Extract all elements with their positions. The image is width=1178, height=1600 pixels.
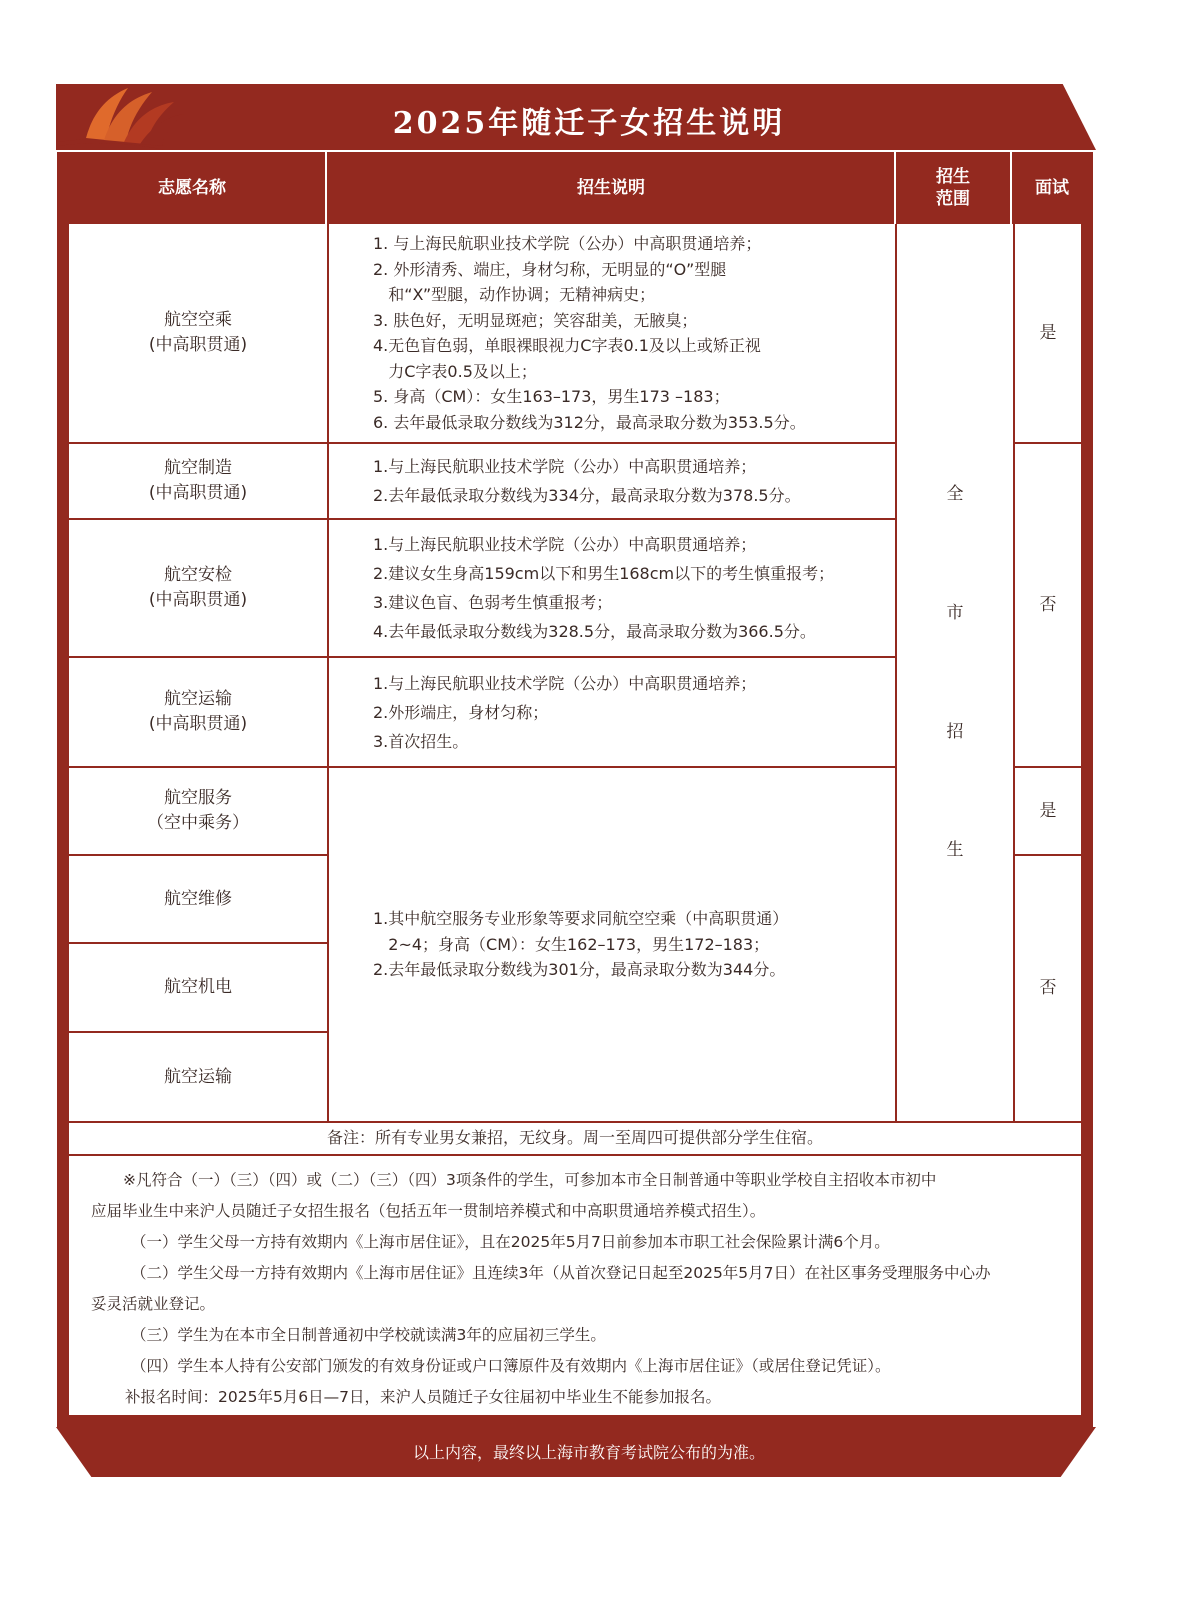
- table-body: [69, 224, 1081, 1415]
- table-row: [69, 224, 327, 442]
- major-name: 航空运输: [164, 1066, 232, 1087]
- desc-line: 6. 去年最低录取分数线为312分，最高录取分数为353.5分。: [373, 412, 806, 432]
- desc-line: 2.建议女生身高159cm以下和男生168cm以下的考生慎重报考；: [373, 564, 835, 583]
- desc-line: 2~4；身高（CM）：女生162–173，男生172–183；: [373, 934, 770, 954]
- desc-line: 1.与上海民航职业技术学院（公办）中高职贯通培养；: [373, 535, 757, 554]
- description-cell: [373, 444, 893, 518]
- major-type: (中高职贯通): [148, 714, 248, 734]
- scope-char: 招: [946, 721, 964, 742]
- desc-line: 2. 外形清秀、端庄，身材匀称，无明显的“O”型腿: [373, 259, 727, 279]
- note-line: （一）学生父母一方持有效期内《上海市居住证》，且在2025年5月7日前参加本市职工社会保险累计满6个月。: [131, 1233, 890, 1251]
- major-name: 航空机电: [164, 977, 232, 998]
- page-title: 2025年随迁子女招生说明: [392, 106, 786, 141]
- desc-line: 3.建议色盲、色弱考生慎重报考；: [373, 593, 613, 612]
- table-row: [69, 658, 327, 766]
- major-type: （空中乘务）: [147, 813, 249, 833]
- remark-text: 备注：所有专业男女兼招，无纹身。周一至周四可提供部分学生住宿。: [326, 1128, 823, 1148]
- major-name: 航空制造: [164, 458, 232, 479]
- desc-line: 3.首次招生。: [373, 731, 469, 751]
- column-header-scope: 招生 范围: [936, 166, 970, 209]
- interview-cell: 否: [1039, 978, 1057, 999]
- description-cell: [373, 658, 893, 766]
- description-cell: [373, 520, 893, 656]
- column-header-interview: 面试: [1035, 177, 1069, 198]
- note-line: （二）学生父母一方持有效期内《上海市居住证》且连续3年（从首次登记日起至2025年5月7日）在社区事务受理服务中心办: [131, 1264, 991, 1282]
- note-line: （四）学生本人持有公安部门颁发的有效身份证或户口簿原件及有效期内《上海市居住证》（或居住登记凭证）。: [131, 1357, 891, 1375]
- description-cell: [373, 768, 893, 1121]
- desc-line: 1.与上海民航职业技术学院（公办）中高职贯通培养；: [373, 673, 757, 693]
- description-cell: [373, 224, 893, 442]
- scope-char: 生: [946, 840, 964, 861]
- major-name: 航空空乘: [164, 310, 232, 331]
- desc-line: 1.与上海民航职业技术学院（公办）中高职贯通培养；: [373, 457, 757, 476]
- note-line: 应届毕业生中来沪人员随迁子女招生报名（包括五年一贯制培养模式和中高职贯通培养模式招生）。: [91, 1202, 766, 1220]
- note-line: 妥灵活就业登记。: [91, 1295, 216, 1313]
- table-row: [69, 520, 327, 656]
- desc-line: 2.去年最低录取分数线为301分，最高录取分数为344分。: [373, 960, 786, 980]
- table-row: [69, 444, 327, 518]
- desc-line: 2.外形端庄，身材匀称；: [373, 702, 549, 722]
- desc-line: 1.其中航空服务专业形象等要求同航空空乘（中高职贯通）: [373, 909, 789, 929]
- major-type: (中高职贯通): [148, 335, 248, 355]
- major-name: 航空服务: [164, 788, 232, 809]
- table-row: [69, 944, 327, 1031]
- major-type: (中高职贯通): [148, 483, 248, 503]
- table-row: [69, 856, 327, 942]
- column-header-desc: 招生说明: [577, 177, 645, 198]
- desc-line: 4.去年最低录取分数线为328.5分，最高录取分数为366.5分。: [373, 622, 816, 641]
- interview-cell: 否: [1039, 594, 1057, 615]
- major-type: (中高职贯通): [148, 590, 248, 610]
- note-line: ※凡符合（一）（三）（四）或（二）（三）（四）3项条件的学生，可参加本市全日制普通中等职业学校自主招收本市初中: [123, 1171, 937, 1189]
- major-name: 航空运输: [164, 689, 232, 710]
- interview-cell: 是: [1039, 800, 1057, 821]
- scope-cell: [897, 224, 1013, 1121]
- desc-line: 1. 与上海民航职业技术学院（公办）中高职贯通培养；: [373, 234, 762, 253]
- major-name: 航空维修: [164, 888, 232, 909]
- desc-line: 力C字表0.5及以上；: [373, 361, 537, 381]
- column-header-name: 志愿名称: [158, 177, 226, 198]
- scope-char: 全: [946, 484, 964, 505]
- note-line: （三）学生为在本市全日制普通初中学校就读满3年的应届初三学生。: [131, 1326, 606, 1344]
- footer-text: 以上内容，最终以上海市教育考试院公布的为准。: [412, 1443, 765, 1462]
- scope-char: 市: [946, 602, 964, 623]
- table-frame: [57, 152, 1093, 1427]
- note-line: 补报名时间：2025年5月6日—7日，来沪人员随迁子女往届初中毕业生不能参加报名。: [125, 1388, 722, 1406]
- desc-line: 3. 肤色好，无明显斑疤；笑容甜美，无腋臭；: [373, 310, 698, 330]
- table-row: [69, 1033, 327, 1121]
- desc-line: 5. 身高（CM）：女生163–173，男生173 –183；: [373, 387, 730, 406]
- desc-line: 4.无色盲色弱，单眼裸眼视力C字表0.1及以上或矫正视: [373, 336, 761, 355]
- desc-line: 和“X”型腿，动作协调；无精神病史；: [373, 285, 656, 304]
- table-row: [69, 768, 327, 854]
- desc-line: 2.去年最低录取分数线为334分，最高录取分数为378.5分。: [373, 486, 801, 505]
- interview-cell: 是: [1039, 322, 1057, 343]
- major-name: 航空安检: [164, 565, 232, 586]
